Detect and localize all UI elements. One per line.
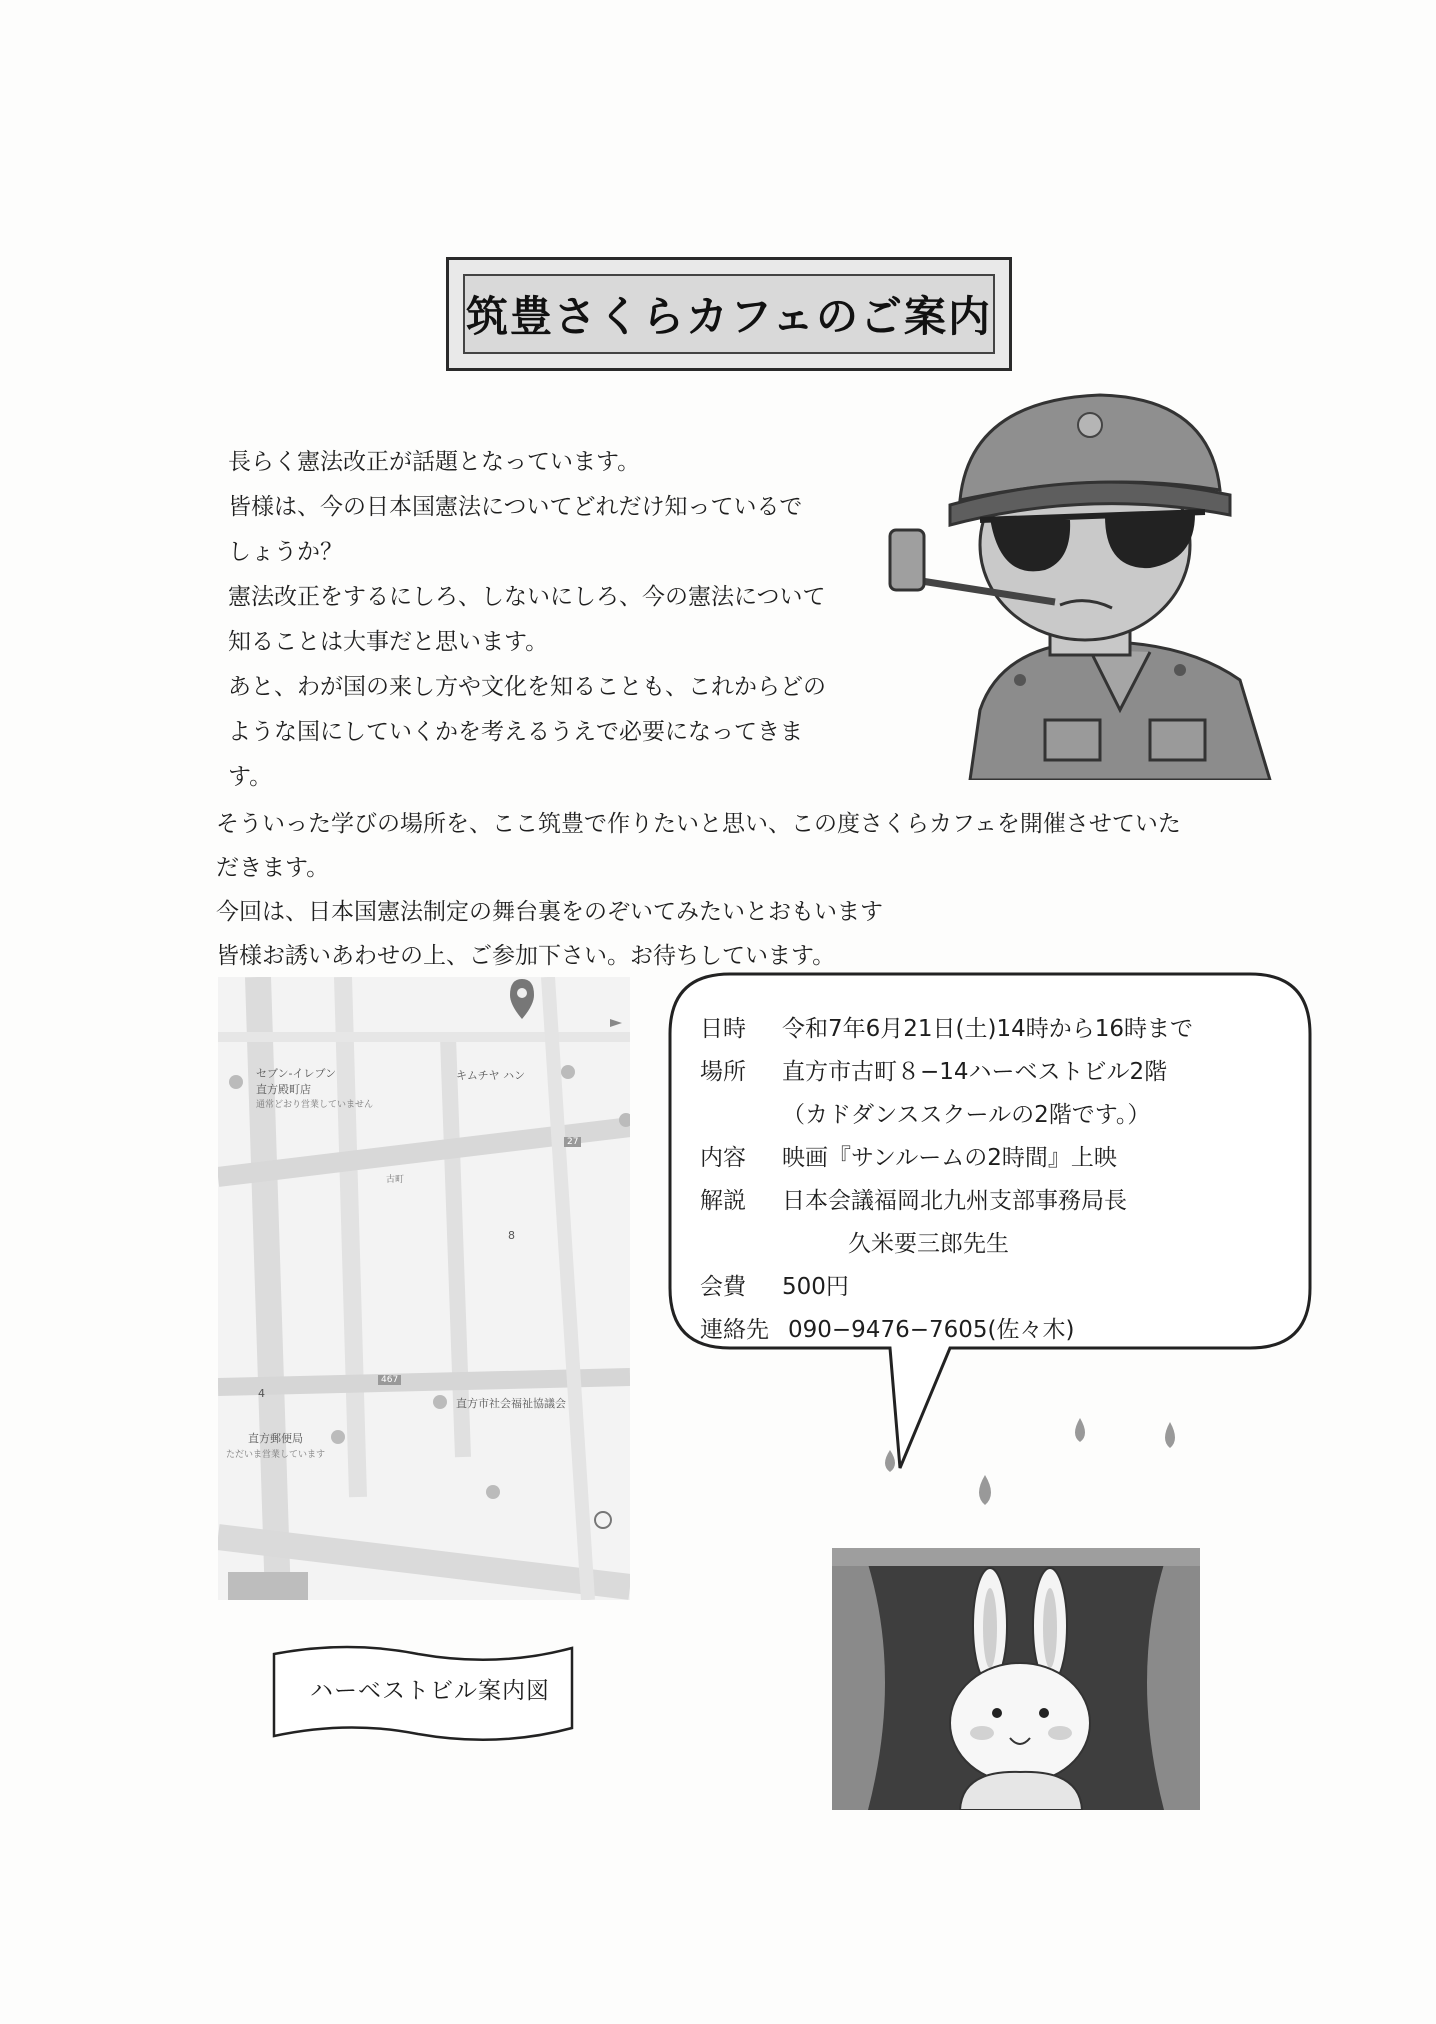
event-contact-label: 連絡先 bbox=[700, 1317, 769, 1343]
officer-illustration bbox=[850, 380, 1290, 780]
map-label-store1: セブン-イレブン bbox=[256, 1067, 337, 1080]
event-fee-row bbox=[700, 1266, 1300, 1309]
intro-text bbox=[228, 440, 868, 800]
map-label-store1-note: 通常どおり営業していません bbox=[256, 1100, 374, 1110]
map-label-store2: キムチヤ ハン bbox=[456, 1069, 526, 1082]
event-commentary-row bbox=[700, 1180, 1300, 1223]
event-place-note: （カドダンススクールの2階です。） bbox=[782, 1102, 1151, 1128]
event-contact-value: 090−9476−7605(佐々木) bbox=[788, 1317, 1075, 1343]
event-contact-row bbox=[700, 1309, 1300, 1352]
event-place-value: 直方市古町８−14ハーベストビル2階 bbox=[782, 1059, 1168, 1085]
intro-line: 知ることは大事だと思います。 bbox=[228, 629, 549, 655]
event-commentary-name: 久米要三郎先生 bbox=[848, 1231, 1009, 1257]
map-label-store1-sub: 直方殿町店 bbox=[256, 1083, 311, 1096]
event-date-row bbox=[700, 1008, 1300, 1051]
page-title: 筑豊さくらカフェのご案内 bbox=[466, 292, 992, 341]
event-commentary-label: 解説 bbox=[700, 1188, 746, 1214]
droplet-decoration bbox=[870, 1410, 1190, 1520]
map-label-council: 直方市社会福祉協議会 bbox=[456, 1397, 566, 1410]
event-date-label: 日時 bbox=[700, 1016, 746, 1042]
event-commentary-name-row bbox=[700, 1223, 1300, 1266]
map-label-district: 古町 bbox=[386, 1175, 405, 1185]
event-content-label: 内容 bbox=[700, 1145, 746, 1171]
rabbit-theater-illustration bbox=[832, 1548, 1200, 1810]
map-route-467: 467 bbox=[378, 1375, 401, 1385]
map-route-27: 27 bbox=[564, 1137, 581, 1147]
event-date-value: 令和7年6月21日(土)14時から16時まで bbox=[782, 1016, 1194, 1042]
map-label-block8: 8 bbox=[508, 1229, 515, 1242]
intro-line: 憲法改正をするにしろ、しないにしろ、今の憲法について bbox=[228, 584, 826, 610]
intro-line: あと、わが国の来し方や文化を知ることも、これからどの bbox=[228, 674, 826, 700]
event-place-note-row bbox=[700, 1094, 1300, 1137]
event-fee-value: 500円 bbox=[782, 1274, 849, 1300]
event-commentary-org: 日本会議福岡北九州支部事務局長 bbox=[782, 1188, 1127, 1214]
event-fee-label: 会費 bbox=[700, 1274, 746, 1300]
location-map bbox=[218, 977, 630, 1600]
event-details bbox=[700, 1008, 1300, 1352]
event-content-row bbox=[700, 1137, 1300, 1180]
event-content-value: 映画『サンルームの2時間』上映 bbox=[782, 1145, 1117, 1171]
title-inner-frame bbox=[463, 274, 995, 354]
intro-line: ような国にしていくかを考えるうえで必要になってきま bbox=[228, 719, 803, 745]
title-box bbox=[446, 257, 1012, 371]
intro-line: 皆様は、今の日本国憲法についてどれだけ知っているで bbox=[228, 494, 803, 520]
body-text bbox=[216, 802, 1226, 978]
intro-line: しょうか？ bbox=[228, 539, 343, 565]
intro-line: す。 bbox=[228, 764, 273, 790]
map-label-block4: 4 bbox=[258, 1387, 265, 1400]
intro-line: 長らく憲法改正が話題となっています。 bbox=[228, 449, 641, 475]
body-line: だきます。 bbox=[216, 855, 330, 881]
map-label-post-office-note: ただいま営業しています bbox=[226, 1450, 326, 1460]
body-line: 今回は、日本国憲法制定の舞台裏をのぞいてみたいとおもいます bbox=[216, 899, 883, 925]
event-place-label: 場所 bbox=[700, 1059, 746, 1085]
map-label-post-office: 直方郵便局 bbox=[248, 1432, 303, 1445]
event-place-row bbox=[700, 1051, 1300, 1094]
body-line: 皆様お誘いあわせの上、ご参加下さい。お待ちしています。 bbox=[216, 943, 836, 969]
body-line: そういった学びの場所を、ここ筑豊で作りたいと思い、この度さくらカフェを開催させていた bbox=[216, 811, 1181, 837]
map-caption: ハーベストビル案内図 bbox=[310, 1678, 550, 1704]
